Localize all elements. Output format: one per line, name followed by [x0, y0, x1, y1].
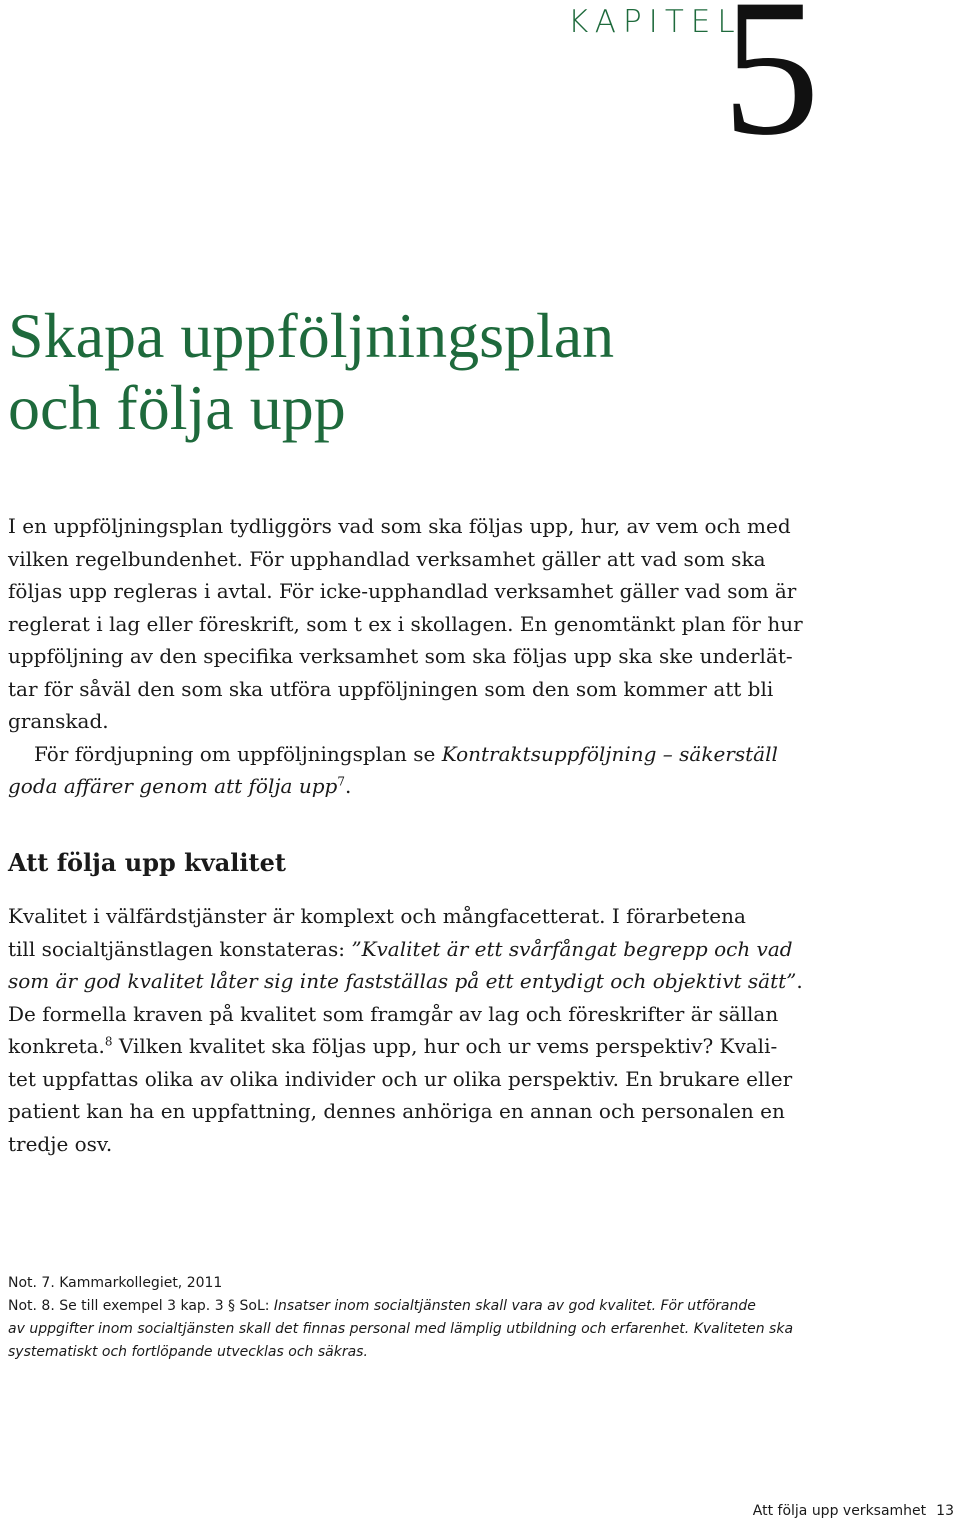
intro-line: följas upp regleras i avtal. För icke-upphandlad verksamhet gäller vad som är [8, 579, 797, 603]
intro-line: uppföljning av den specifika verksamhet som ska följas upp ska ske underlät- [8, 644, 793, 668]
footnote-8-quote: systematiskt och fortlöpande utvecklas och säkras. [8, 1344, 368, 1360]
deepening-line [8, 770, 834, 803]
quality-line [8, 965, 834, 998]
page-title-line-2: och följa upp [8, 372, 346, 443]
footnotes [8, 1272, 888, 1364]
footnote-8 [8, 1295, 888, 1318]
deepening-title-link: Kontraktsuppföljning – säkerställ [441, 741, 778, 766]
footer-section-title: Att följa upp verksamhet [752, 1503, 927, 1519]
quality-quote: som är god kvalitet låter sig inte fastställas på ett entydigt och objektivt sätt” [8, 969, 797, 993]
page-footer [753, 1503, 954, 1519]
footnote-ref-7: 7 [337, 774, 345, 789]
quality-line-suffix: . [796, 969, 803, 993]
page-title-line-1: Skapa uppföljningsplan [8, 300, 615, 371]
chapter-number: 5 [722, 0, 820, 176]
page-title [8, 300, 614, 444]
footnote-8-prefix: Not. 8. Se till exempel 3 kap. 3 § SoL: [8, 1298, 274, 1314]
chapter-label: KAPITEL [568, 4, 742, 40]
page-number: 13 [936, 1503, 954, 1519]
intro-line: reglerat i lag eller föreskrift, som t ex i skollagen. En genomtänkt plan för hur [8, 611, 803, 636]
quality-paragraph [8, 900, 834, 1160]
deepening-suffix: . [344, 774, 352, 798]
quality-line: tredje osv. [8, 1131, 113, 1156]
footnote-8-continuation [8, 1318, 888, 1341]
intro-line: I en uppföljningsplan tydliggörs vad som ska följas upp, hur, av vem och med [8, 514, 791, 538]
footnote-8-continuation [8, 1341, 888, 1364]
quality-line: Kvalitet i välfärdstjänster är komplext och mångfacetterat. I förarbetena [8, 904, 746, 928]
quality-line-prefix: konkreta. [8, 1034, 105, 1058]
footnote-8-quote: av uppgifter inom socialtjänsten skall det finnas personal med lämplig utbildning och erfarenhet. Kvaliteten ska [8, 1321, 794, 1337]
intro-line: vilken regelbundenhet. För upphandlad verksamhet gäller att vad som ska [8, 546, 766, 571]
quality-line: De formella kraven på kvalitet som framgår av lag och föreskrifter är sällan [8, 1001, 779, 1026]
quality-line-suffix: Vilken kvalitet ska följas upp, hur och ur vems perspektiv? Kvali- [112, 1034, 778, 1058]
footnote-7: Not. 7. Kammarkollegiet, 2011 [8, 1275, 223, 1291]
footnote-8-quote: Insatser inom socialtjänsten skall vara av god kvalitet. För utförande [273, 1298, 756, 1314]
footnote-ref-8: 8 [104, 1034, 113, 1049]
deepening-prefix: För fördjupning om uppföljningsplan se [34, 741, 442, 766]
quality-quote: ”Kvalitet är ett svårfångat begrepp och vad [351, 936, 793, 961]
section-heading-quality: Att följa upp kvalitet [8, 848, 286, 877]
quality-line [8, 1030, 834, 1063]
quality-line-prefix: till socialtjänstlagen konstateras: [8, 936, 352, 961]
quality-line [8, 933, 834, 966]
intro-line: granskad. [8, 709, 109, 733]
deepening-title-link: goda affärer genom att följa upp [8, 774, 338, 798]
quality-line: tet uppfattas olika av olika individer och ur olika perspektiv. En brukare eller [8, 1066, 793, 1091]
quality-line: patient kan ha en uppfattning, dennes anhöriga en annan och personalen en [8, 1099, 785, 1123]
intro-paragraph [8, 510, 834, 803]
intro-line: tar för såväl den som ska utföra uppföljningen som den som kommer att bli [8, 676, 774, 701]
deepening-line [8, 738, 834, 771]
